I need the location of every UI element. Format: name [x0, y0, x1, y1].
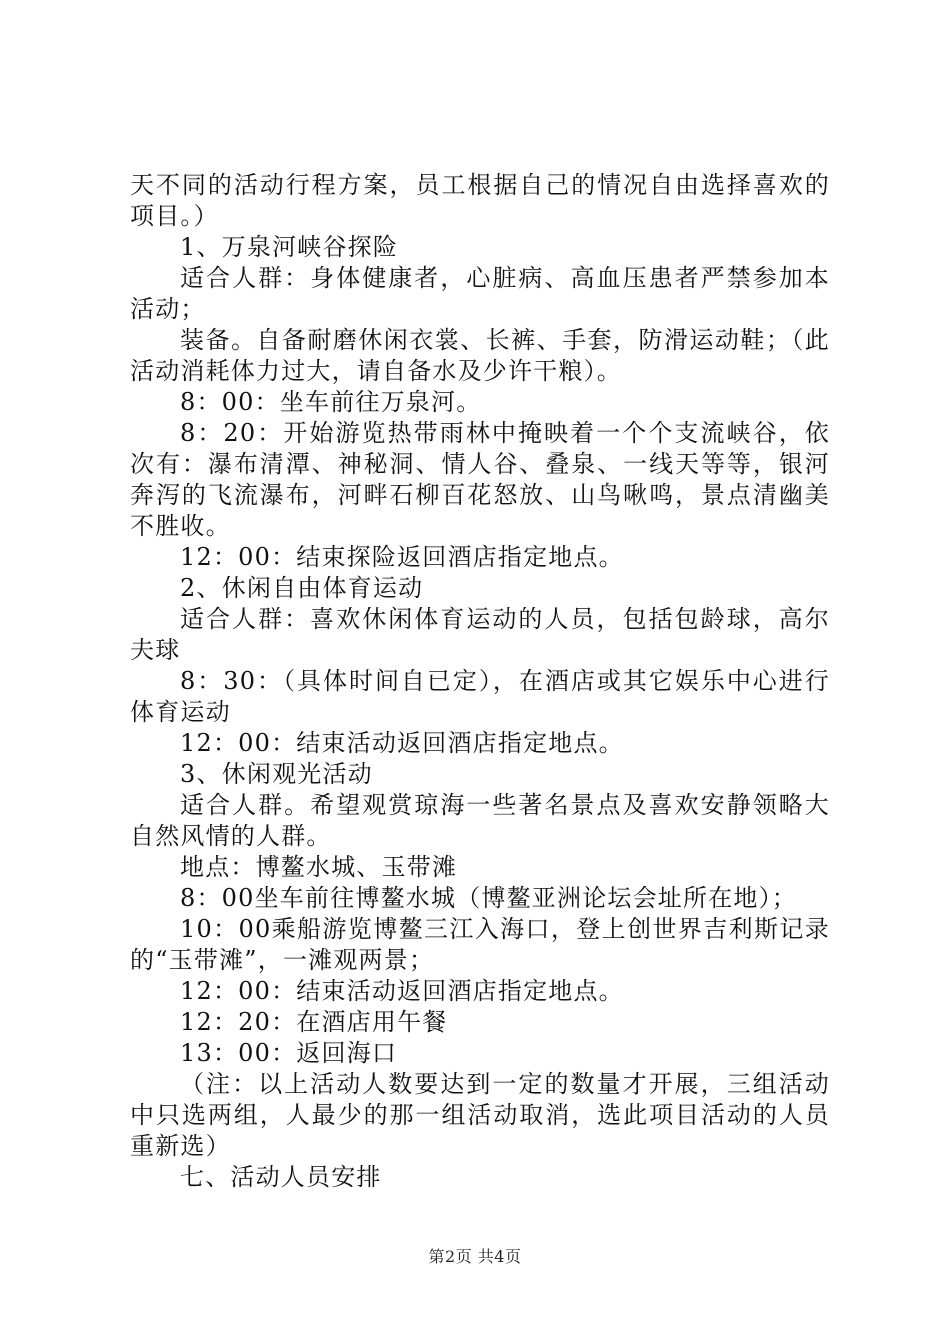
section-heading: 1、万泉河峡谷探险	[180, 233, 399, 261]
paragraph: 地点：博鳌水城、玉带滩	[180, 853, 458, 881]
note-paragraph: （注：以上活动人数要达到一定的数量才开展，三组活动中只选两组，人最少的那一组活动取消，选此项目活动的人员重新选）	[130, 1070, 830, 1160]
schedule-item: 8：00坐车前往博鳌水城（博鳌亚洲论坛会址所在地）；	[180, 884, 798, 912]
document-body	[130, 170, 830, 1193]
schedule-item: 8：30：（具体时间自已定），在酒店或其它娱乐中心进行体育运动	[130, 667, 830, 726]
schedule-item: 8：20：开始游览热带雨林中掩映着一个个支流峡谷，依次有：瀑布清潭、神秘洞、情人谷、叠泉、一线天等等，银河奔泻的飞流瀑布，河畔石柳百花怒放、山鸟啾鸣，景点清幽美不胜收。	[130, 419, 830, 540]
schedule-item: 12：00：结束活动返回酒店指定地点。	[180, 977, 624, 1005]
schedule-item: 8：00：坐车前往万泉河。	[180, 388, 482, 416]
section-heading: 3、休闲观光活动	[180, 760, 373, 788]
paragraph: 适合人群。希望观赏琼海一些著名景点及喜欢安静领略大自然风情的人群。	[130, 791, 830, 850]
schedule-item: 12：00：结束探险返回酒店指定地点。	[180, 543, 624, 571]
schedule-item: 12：20：在酒店用午餐	[180, 1008, 448, 1036]
section-heading: 七、活动人员安排	[180, 1163, 382, 1191]
page-number-footer: 第2页 共4页	[428, 1247, 522, 1266]
schedule-item: 10：00乘船游览博鳌三江入海口，登上创世界吉利斯记录的“玉带滩”，一滩观两景；	[130, 915, 830, 974]
schedule-item: 13：00：返回海口	[180, 1039, 398, 1067]
section-heading: 2、休闲自由体育运动	[180, 574, 424, 602]
schedule-item: 12：00：结束活动返回酒店指定地点。	[180, 729, 624, 757]
paragraph: 适合人群：身体健康者，心脏病、高血压患者严禁参加本活动；	[130, 264, 830, 323]
paragraph: 天不同的活动行程方案，员工根据自己的情况自由选择喜欢的项目。）	[130, 171, 830, 230]
paragraph: 装备。自备耐磨休闲衣裳、长裤、手套，防滑运动鞋；（此活动消耗体力过大，请自备水及少许干粮）。	[130, 326, 830, 385]
paragraph: 适合人群：喜欢休闲体育运动的人员，包括包龄球，高尔夫球	[130, 605, 830, 664]
